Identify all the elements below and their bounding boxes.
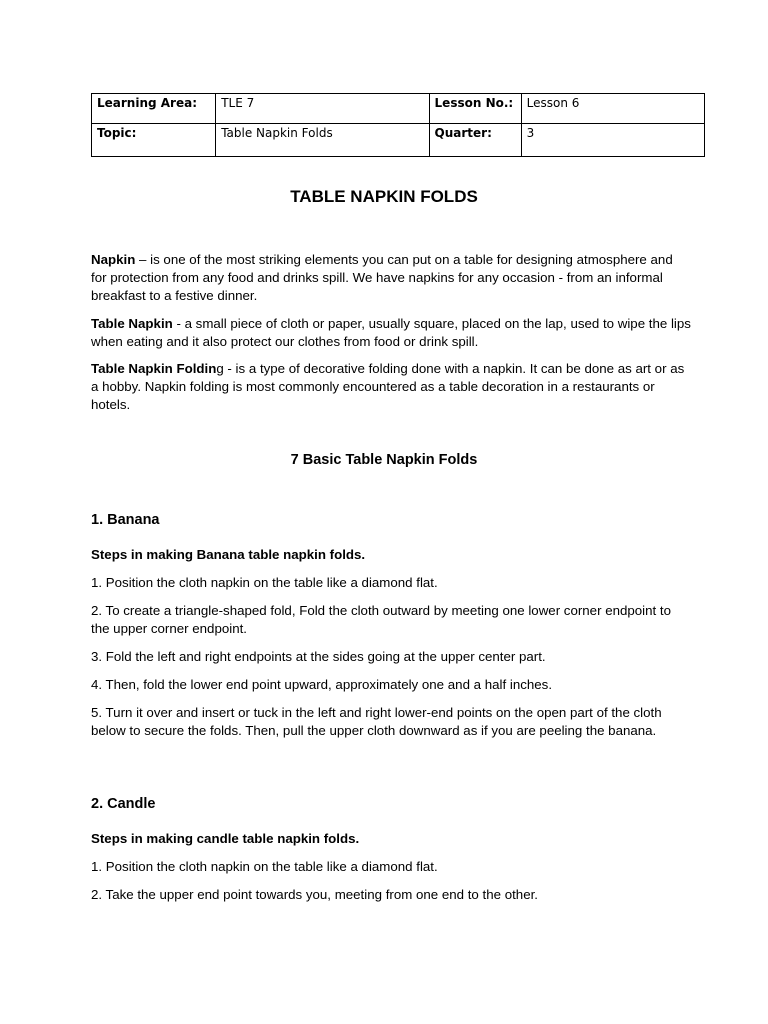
learning-area-value: TLE 7 [216, 94, 429, 124]
steps-title-candle [91, 830, 691, 848]
definition-text: - a small piece of cloth or paper, usually square, placed on the lap, used to wipe the lips when eating and it also protect our clothes from food or drink spill. [91, 316, 691, 349]
list-item: 3. Fold the left and right endpoints at the sides going at the upper center part. [91, 649, 546, 664]
section-subtitle: 7 Basic Table Napkin Folds [290, 452, 478, 468]
topic-label: Topic: [92, 124, 216, 157]
quarter-label: Quarter: [429, 124, 521, 157]
section-heading-candle: 2. Candle [91, 796, 156, 812]
list-item: 2. To create a triangle-shaped fold, Fold the cloth outward by meeting one lower corner endpoint to the upper corner endpoint. [91, 603, 671, 636]
definition-term: Table Napkin Foldin [91, 361, 217, 376]
list-item: 2. Take the upper end point towards you, meeting from one end to the other. [91, 887, 538, 902]
definition-term: Table Napkin [91, 316, 173, 331]
page-title: TABLE NAPKIN FOLDS [290, 187, 478, 206]
table-row [92, 124, 705, 157]
list-item: 4. Then, fold the lower end point upward, approximately one and a half inches. [91, 677, 553, 692]
steps-title-text: Steps in making candle table napkin folds. [91, 831, 360, 846]
lesson-no-value: Lesson 6 [521, 94, 704, 124]
list-item: 5. Turn it over and insert or tuck in the left and right lower-end points on the open part of the cloth below to secure the folds. Then, pull the upper cloth downward as if you are peeling the banana. [91, 705, 662, 738]
definition-text: – is one of the most striking elements you can put on a table for designing atmosphere and for protection from any food and drinks spill. We have napkins for any occasion - from an informal breakfast to a festive dinner. [91, 252, 673, 303]
definition-term: Napkin [91, 252, 136, 267]
table-row [92, 94, 705, 124]
list-item: 1. Position the cloth napkin on the table like a diamond flat. [91, 575, 438, 590]
learning-area-label: Learning Area: [92, 94, 216, 124]
steps-title-text: Steps in making Banana table napkin folds. [91, 547, 366, 562]
quarter-value: 3 [521, 124, 704, 157]
section-heading-banana: 1. Banana [91, 512, 160, 528]
definition-napkin [91, 251, 691, 305]
definition-text: g - is a type of decorative folding done with a napkin. It can be done as art or as a hobby. Napkin folding is most commonly encountered as a table decoration in a restaurants or hotels. [91, 361, 685, 412]
lesson-info-table [91, 93, 705, 157]
definition-table-napkin [91, 315, 691, 351]
definition-napkin-folding [91, 360, 691, 414]
topic-value: Table Napkin Folds [216, 124, 429, 157]
list-item: 1. Position the cloth napkin on the table like a diamond flat. [91, 859, 438, 874]
steps-title-banana [91, 546, 691, 564]
lesson-no-label: Lesson No.: [429, 94, 521, 124]
